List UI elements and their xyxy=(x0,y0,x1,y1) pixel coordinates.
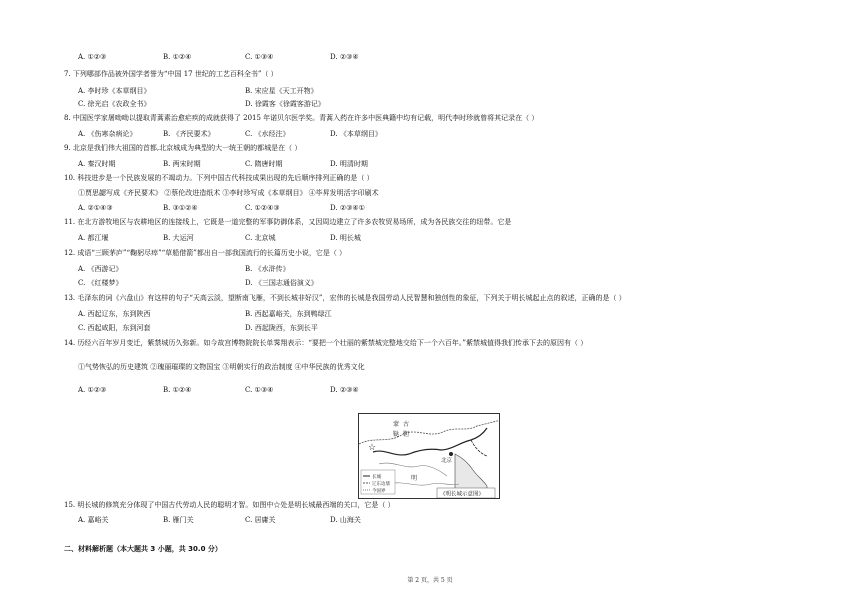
q14-option-d: D. ②③④ xyxy=(330,386,359,394)
q13-option-c: C. 西起咸阳，东到河套 xyxy=(78,324,151,332)
q8-option-d: D. 《本草纲目》 xyxy=(330,130,382,138)
section-2-heading: 二、材料解析题（本大题共 3 小题，共 30.0 分） xyxy=(64,545,222,553)
q8-option-c: C. 《水经注》 xyxy=(245,130,290,138)
q9-option-b: B. 两宋时期 xyxy=(163,160,201,168)
q15-option-a: A. 嘉峪关 xyxy=(78,516,109,524)
q15-option-b: B. 雁门关 xyxy=(163,516,194,524)
yangtze-river xyxy=(389,483,459,485)
q12-stem: 12. 成语“三顾茅庐”“鞠躬尽瘁”“草船借箭”都出自一部我国流行的长篇历史小说，它是（ ） xyxy=(64,249,347,257)
q14-stem: 14. 历经六百年岁月变迁，紫禁城历久弥新。如今故宫博物院院长单霁翔表示：“要把一个壮丽的紫禁城完整地交给下一个六百年。”紫禁城值得我们传承下去的原因有（ ） xyxy=(64,339,588,347)
q9-option-a: A. 秦汉时期 xyxy=(78,160,116,168)
page-footer: 第 2 页，共 5 页 xyxy=(407,577,453,584)
q6-option-b: B. ①②④ xyxy=(163,53,192,61)
q14-option-b: B. ①②④ xyxy=(163,386,192,394)
liaodong-wall-line xyxy=(471,440,487,456)
map-drawing xyxy=(359,414,500,499)
q13-option-d: D. 西起陇西，东到长平 xyxy=(245,324,318,332)
q10-option-a: A. ②①④③ xyxy=(78,204,113,212)
q6-option-a: A. ①②③ xyxy=(78,53,107,61)
q6-option-d: D. ②③④ xyxy=(330,53,359,61)
map-caption: 《明长城示意图》 xyxy=(440,491,485,498)
q11-option-d: D. 明长城 xyxy=(330,234,361,242)
q14-option-c: C. ①③④ xyxy=(245,386,274,394)
q7-option-d: D. 徐霞客《徐霞客游记》 xyxy=(245,100,325,108)
q14-items: ①气势恢弘的历史建筑 ②瑰丽璀璨的文物国宝 ③明朝实行的政治制度 ④中华民族的优秀文化 xyxy=(78,363,365,371)
legend-label-2: 今国界 xyxy=(372,489,386,494)
star-icon: ☆ xyxy=(368,443,377,453)
map-label-n4: 靼 xyxy=(403,431,410,438)
q8-option-b: B. 《齐民要术》 xyxy=(163,130,215,138)
q10-option-d: D. ②③④① xyxy=(330,204,365,212)
map-label-ming: 明 xyxy=(411,475,418,482)
q12-option-d: D. 《三国志通俗演义》 xyxy=(245,279,318,287)
map-label-n2: 古 xyxy=(403,421,410,428)
q15-option-c: C. 居庸关 xyxy=(245,516,276,524)
q9-option-c: C. 隋唐时期 xyxy=(245,160,283,168)
q15-option-d: D. 山海关 xyxy=(330,516,361,524)
q13-option-b: B. 西起嘉峪关，东到鸭绿江 xyxy=(245,310,332,318)
legend-label-0: 长城 xyxy=(372,475,381,480)
q12-option-a: A. 《西游记》 xyxy=(78,265,123,273)
q8-stem: 8. 中国医学家屠呦呦以提取青蒿素治愈疟疾的成就获得了 2015 年诺贝尔医学奖。青蒿入药在许多中医典籍中均有记载，明代李时珍就曾将其记录在（ ） xyxy=(64,114,539,122)
q11-option-c: C. 北京城 xyxy=(245,234,276,242)
q12-option-c: C. 《红楼梦》 xyxy=(78,279,123,287)
q7-option-a: A. 李时珍《本草纲目》 xyxy=(78,87,151,95)
q13-stem: 13. 毛泽东的词《六盘山》有这样的句子“天高云淡，望断南飞雁，不到长城非好汉”，宏伟的长城是我国劳动人民智慧和独创性的象征，下列关于明长城起止点的叙述，正确的是（ ） xyxy=(64,294,626,302)
q7-stem: 7. 下列哪部作品被外国学者誉为“中国 17 世纪的工艺百科全书”（ ） xyxy=(64,70,278,78)
q9-stem: 9. 北京是我们伟大祖国的首都,北京城成为典型的大一统王朝的都城是在（ ） xyxy=(64,144,302,152)
q11-option-a: A. 都江堰 xyxy=(78,234,109,242)
national-border-line xyxy=(359,420,500,444)
q8-option-a: A. 《伤寒杂病论》 xyxy=(78,130,137,138)
q11-option-b: B. 大运河 xyxy=(163,234,194,242)
legend-label-1: 辽东边墙 xyxy=(372,482,390,487)
q12-option-b: B. 《水浒传》 xyxy=(245,265,290,273)
map-label-n3: 鞑 xyxy=(393,431,400,438)
q7-option-c: C. 徐光启《农政全书》 xyxy=(78,100,151,108)
q15-stem: 15. 明长城的修筑充分体现了中国古代劳动人民的聪明才智。如图中☆处是明长城最西端的关口，它是（ ） xyxy=(64,501,395,509)
q11-stem: 11. 在北方游牧地区与农耕地区的连接线上，它既是一道完整的军事防御体系，又因周边建立了许多农牧贸易场所，成为各民族交往的纽带。它是 xyxy=(64,218,512,226)
q6-option-c: C. ①③④ xyxy=(245,53,274,61)
beijing-dot xyxy=(449,452,453,456)
q10-option-b: B. ③①②④ xyxy=(163,204,198,212)
great-wall-line xyxy=(373,428,487,455)
q10-option-c: C. ①②④③ xyxy=(245,204,280,212)
ming-great-wall-map xyxy=(358,413,500,499)
q9-option-d: D. 明清时期 xyxy=(330,160,368,168)
q14-option-a: A. ①②③ xyxy=(78,386,107,394)
map-label-beijing: 北京 xyxy=(441,458,453,464)
q7-option-b: B. 宋应星《天工开物》 xyxy=(245,87,318,95)
map-label-n1: 蒙 xyxy=(393,421,400,428)
q13-option-a: A. 西起辽东，东到陕西 xyxy=(78,310,151,318)
q10-items: ①贾思勰写成《齐民要术》 ②蔡伦改进造纸术 ③李时珍写成《本草纲目》 ④毕昇发明活字印刷术 xyxy=(78,189,379,197)
q10-stem: 10. 科技进步是一个民族发展的不竭动力。下列中国古代科技成果出现的先后顺序排列正确的是（ ） xyxy=(64,174,374,182)
